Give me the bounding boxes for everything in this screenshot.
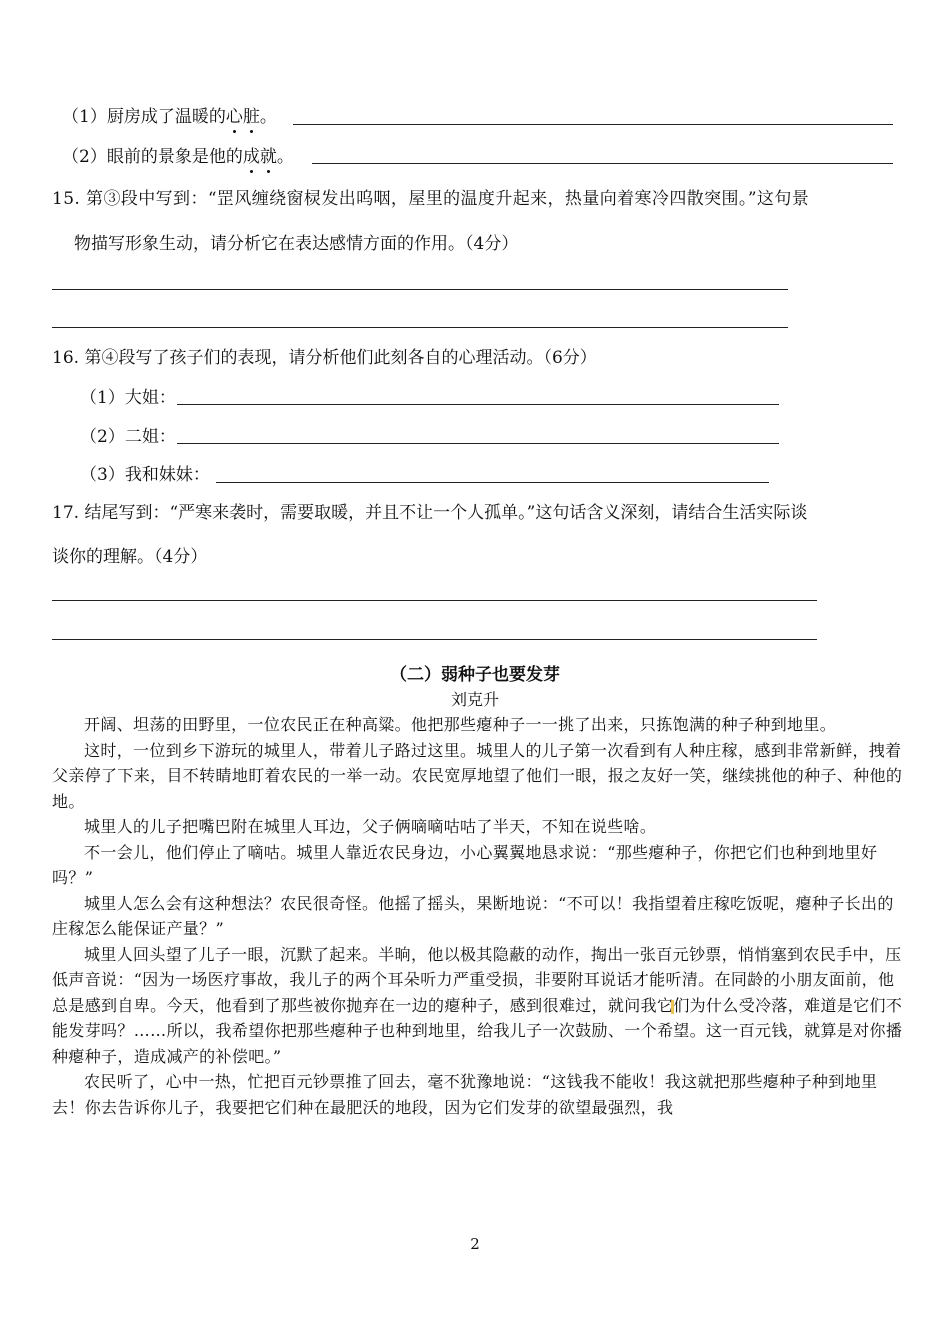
q16-stem: 16. 第④段写了孩子们的表现，请分析他们此刻各自的心理活动。（6分） bbox=[52, 348, 597, 368]
q15-stem-line1: 15. 第③段中写到：“罡风缠绕窗棂发出呜咽，屋里的温度升起来，热量向着寒冷四散突围。”这句景 bbox=[52, 189, 810, 209]
answer-line-q14-2[interactable] bbox=[312, 163, 893, 164]
q16-item-1: （1）大姐： bbox=[80, 388, 176, 408]
q14-item-2: （2）眼前的景象是他的成就。 bbox=[62, 147, 294, 167]
passage-paragraph-7: 农民听了，心中一热，忙把百元钞票推了回去，毫不犹豫地说：“这钱我不能收！我这就把那些瘪种子种到地里去！你去告诉你儿子，我要把它们种在最肥沃的地段，因为它们发芽的欲望最强烈，我 bbox=[52, 1072, 878, 1117]
passage-paragraph-4: 不一会儿，他们停止了嘀咕。城里人靠近农民身边，小心翼翼地恳求说：“那些瘪种子，你把它们也种到地里好吗？” bbox=[52, 842, 878, 887]
q16-item-2: （2）二姐： bbox=[80, 427, 176, 447]
passage-paragraph-1: 开阔、坦荡的田野里，一位农民正在种高粱。他把那些瘪种子一一挑了出来，只拣饱满的种子种到地里。 bbox=[84, 715, 837, 734]
q17-stem-line2: 谈你的理解。（4分） bbox=[52, 547, 208, 567]
q16-item-3: （3）我和妹妹： bbox=[80, 465, 210, 485]
passage-paragraph-6: 城里人回头望了儿子一眼，沉默了起来。半晌，他以极其隐蔽的动作，掏出一张百元钞票，悄悄塞到农民手中，压低声音说：“因为一场医疗事故，我儿子的两个耳朵听力严重受损，非要附耳说话才能听清。在同龄的小朋友面前，他总是感到自卑。今天，他看到了那些被你抛弃在一边的瘪种子，感到很难过，就问我它们为什么受冷落，难道是它们不能发芽吗？……所以，我希望你把那些瘪种子也种到地里，给我儿子一次鼓励、一个希望。这一百元钱，就算是对你播种瘪种子，造成减产的补偿吧。” bbox=[52, 944, 903, 1066]
passage-body bbox=[52, 712, 906, 1120]
passage-paragraph-3: 城里人的儿子把嘴巴附在城里人耳边，父子俩嘀嘀咕咕了半天，不知在说些啥。 bbox=[84, 817, 657, 836]
answer-line-q16-2[interactable] bbox=[177, 443, 779, 444]
passage-author: 刘克升 bbox=[450, 690, 499, 709]
passage-title: （二）弱种子也要发芽 bbox=[390, 665, 560, 685]
q15-stem-line2: 物描写形象生动，请分析它在表达感情方面的作用。（4分） bbox=[74, 234, 519, 254]
answer-line-q15-1[interactable] bbox=[52, 289, 788, 290]
page-number: 2 bbox=[470, 1235, 480, 1253]
answer-line-q16-1[interactable] bbox=[177, 404, 779, 405]
answer-line-q15-2[interactable] bbox=[52, 327, 788, 328]
answer-line-q16-3[interactable] bbox=[216, 482, 769, 483]
passage-paragraph-2: 这时，一位到乡下游玩的城里人，带着儿子路过这里。城里人的儿子第一次看到有人种庄稼，感到非常新鲜，拽着父亲停了下来，目不转睛地盯着农民的一举一动。农民宽厚地望了他们一眼，报之友好一笑，继续挑他的种子、种他的地。 bbox=[52, 740, 903, 811]
answer-line-q17-1[interactable] bbox=[52, 600, 817, 601]
passage-paragraph-5: 城里人怎么会有这种想法？农民很奇怪。他摇了摇头，果断地说：“不可以！我指望着庄稼吃饭呢，瘪种子长出的庄稼怎么能保证产量？” bbox=[52, 893, 894, 938]
answer-line-q17-2[interactable] bbox=[52, 639, 817, 640]
q17-stem-line1: 17. 结尾写到：“严寒来袭时，需要取暖，并且不让一个人孤单。”这句话含义深刻，请结合生活实际谈 bbox=[52, 503, 808, 523]
q14-item-1: （1）厨房成了温暖的心脏。 bbox=[62, 107, 277, 127]
answer-line-q14-1[interactable] bbox=[293, 124, 893, 125]
